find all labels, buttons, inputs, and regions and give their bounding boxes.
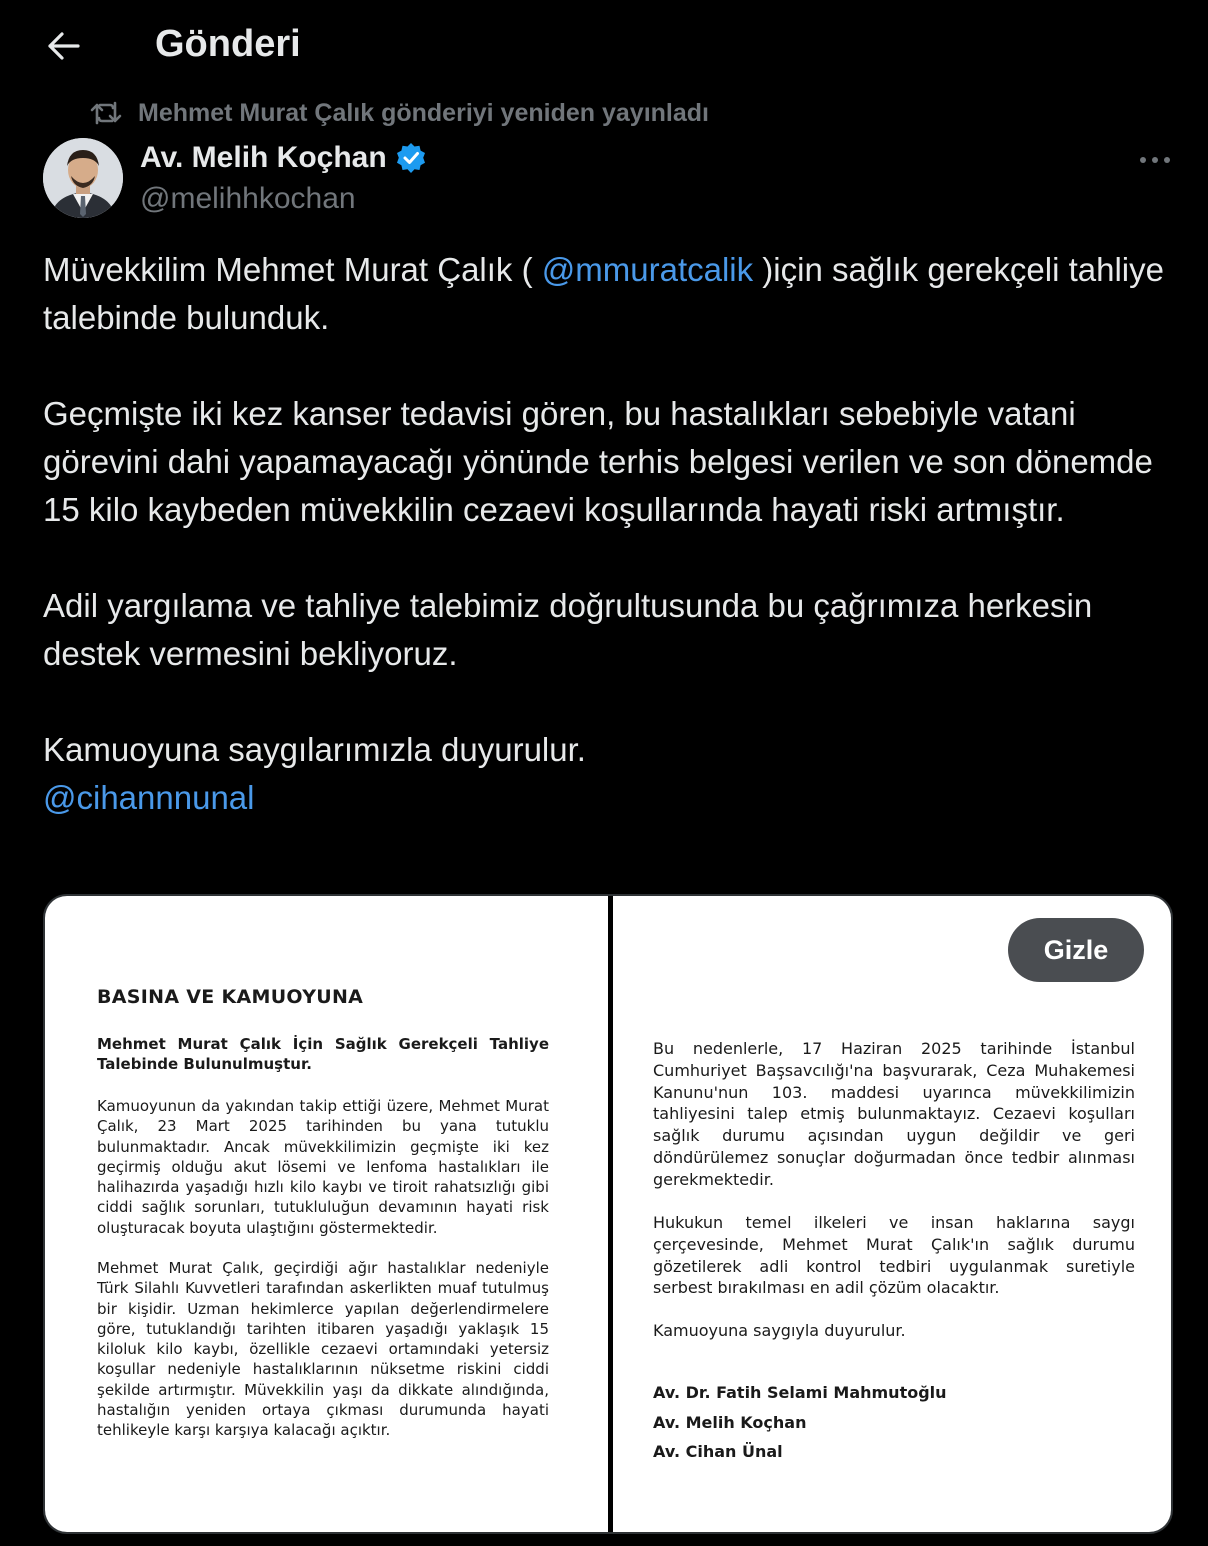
document-signatures (653, 1378, 947, 1467)
verified-badge-icon (395, 142, 427, 174)
signature-line: Av. Cihan Ünal (653, 1442, 783, 1461)
tweet-paragraph: Geçmişte iki kez kanser tedavisi gören, bu hastalıkları sebebiyle vatani görevini dahi yapamayacağı yönünde terhis belgesi verilen ve son dönemde 15 kilo kaybeden müvekkilin cezaevi koşullarında hayati riski artmıştır. (43, 395, 1153, 528)
tweet-paragraph: Müvekkilim Mehmet Murat Çalık ( @mmuratcalik )için sağlık gerekçeli tahliye talebinde bulunduk. (43, 251, 1164, 336)
signature-line: Av. Melih Koçhan (653, 1412, 807, 1432)
document-heading: BASINA VE KAMUOYUNA (97, 986, 364, 1008)
page-title: Gönderi (155, 23, 301, 65)
author-name-text: Av. Melih Koçhan (140, 141, 387, 174)
document-paragraph: Kamuoyunun da yakından takip ettiği üzere, Mehmet Murat Çalık, 23 Mart 2025 tarihinden bu yana tutuklu bulunmaktadır. Ancak müvekkilimizin geçmişte iki kez geçirmiş olduğu akut lösemi ve lenfoma hastalıkları ile halihazırda yaşadığı hızlı kilo kaybı ve tiroit rahatsızlığı gibi ciddi sağlık sorunları, tutukluluğun devamının hayati risk oluşturacak boyuta ulaştığını göstermektedir. (97, 1097, 549, 1237)
avatar[interactable] (43, 138, 123, 218)
hide-media-button[interactable]: Gizle (1008, 918, 1144, 982)
repost-icon (90, 99, 122, 127)
document-paragraph: Kamuoyuna saygıyla duyurulur. (653, 1321, 906, 1340)
tweet-paragraph: Kamuoyuna saygılarımızla duyurulur. (43, 731, 586, 768)
repost-text: Mehmet Murat Çalık gönderiyi yeniden yayınladı (138, 98, 709, 127)
author-name[interactable] (140, 138, 427, 178)
document-paragraph: Mehmet Murat Çalık, geçirdiği ağır hastalıklar nedeniyle Türk Silahlı Kuvvetleri tarafından askerlikten muaf tutulmuş bir kişidir. Uzman hekimlerce yapılan değerlendirmelere göre, tutuklandığı tarihten itibaren yaşadığı yaklaşık 15 kiloluk kilo kaybı, özellikle cezaevi ortamındaki yetersiz koşullar nedeniyle hastalıklarının nüksetme riskini ciddi şekilde artırmıştır. Müvekkilin yaşı da dikkate alındığında, hastalığın yeniden ortaya çıkması durumunda hayati tehlikeyle karşı karşıya kalacağı açıktır. (97, 1259, 549, 1440)
document-page-left[interactable] (45, 896, 608, 1534)
document-paragraph: Hukukun temel ilkeleri ve insan haklarına saygı çerçevesinde, Mehmet Murat Çalık'ın sağlık durumu gözetilerek adli kontrol tedbiri uygulanmak suretiyle serbest bırakılması en adil çözüm olacaktır. (653, 1213, 1135, 1298)
more-options-button[interactable] (1130, 140, 1180, 180)
mention-link[interactable]: @mmuratcalik (541, 251, 754, 288)
back-button[interactable] (36, 18, 92, 74)
arrow-left-icon (47, 31, 81, 61)
mention-link[interactable]: @cihannnunal (43, 779, 255, 816)
top-bar (0, 0, 1208, 90)
tweet-text (43, 246, 1183, 822)
media-container[interactable] (43, 894, 1173, 1534)
document-subheading: Mehmet Murat Çalık İçin Sağlık Gerekçeli Tahliye Talebinde Bulunulmuştur. (97, 1035, 549, 1073)
repost-indicator[interactable] (90, 96, 709, 130)
more-horizontal-icon (1139, 156, 1171, 164)
author-handle[interactable]: @melihhkochan (140, 182, 356, 215)
document-page-right[interactable] (613, 896, 1173, 1534)
document-paragraph: Bu nedenlerle, 17 Haziran 2025 tarihinde İstanbul Cumhuriyet Başsavcılığı'na başvurarak, Ceza Muhakemesi Kanunu'nun 103. maddesi uyarınca müvekkilimizin tahliyesini talep etmiş bulunmaktayız. Cezaevi koşulları sağlık durumu açısından uygun değildir ve geri döndürülemez sonuçlar doğurmadan önce tedbir alınması gerekmektedir. (653, 1039, 1135, 1189)
signature-line: Av. Dr. Fatih Selami Mahmutoğlu (653, 1383, 947, 1402)
tweet-paragraph: Adil yargılama ve tahliye talebimiz doğrultusunda bu çağrımıza herkesin destek vermesini bekliyoruz. (43, 587, 1093, 672)
